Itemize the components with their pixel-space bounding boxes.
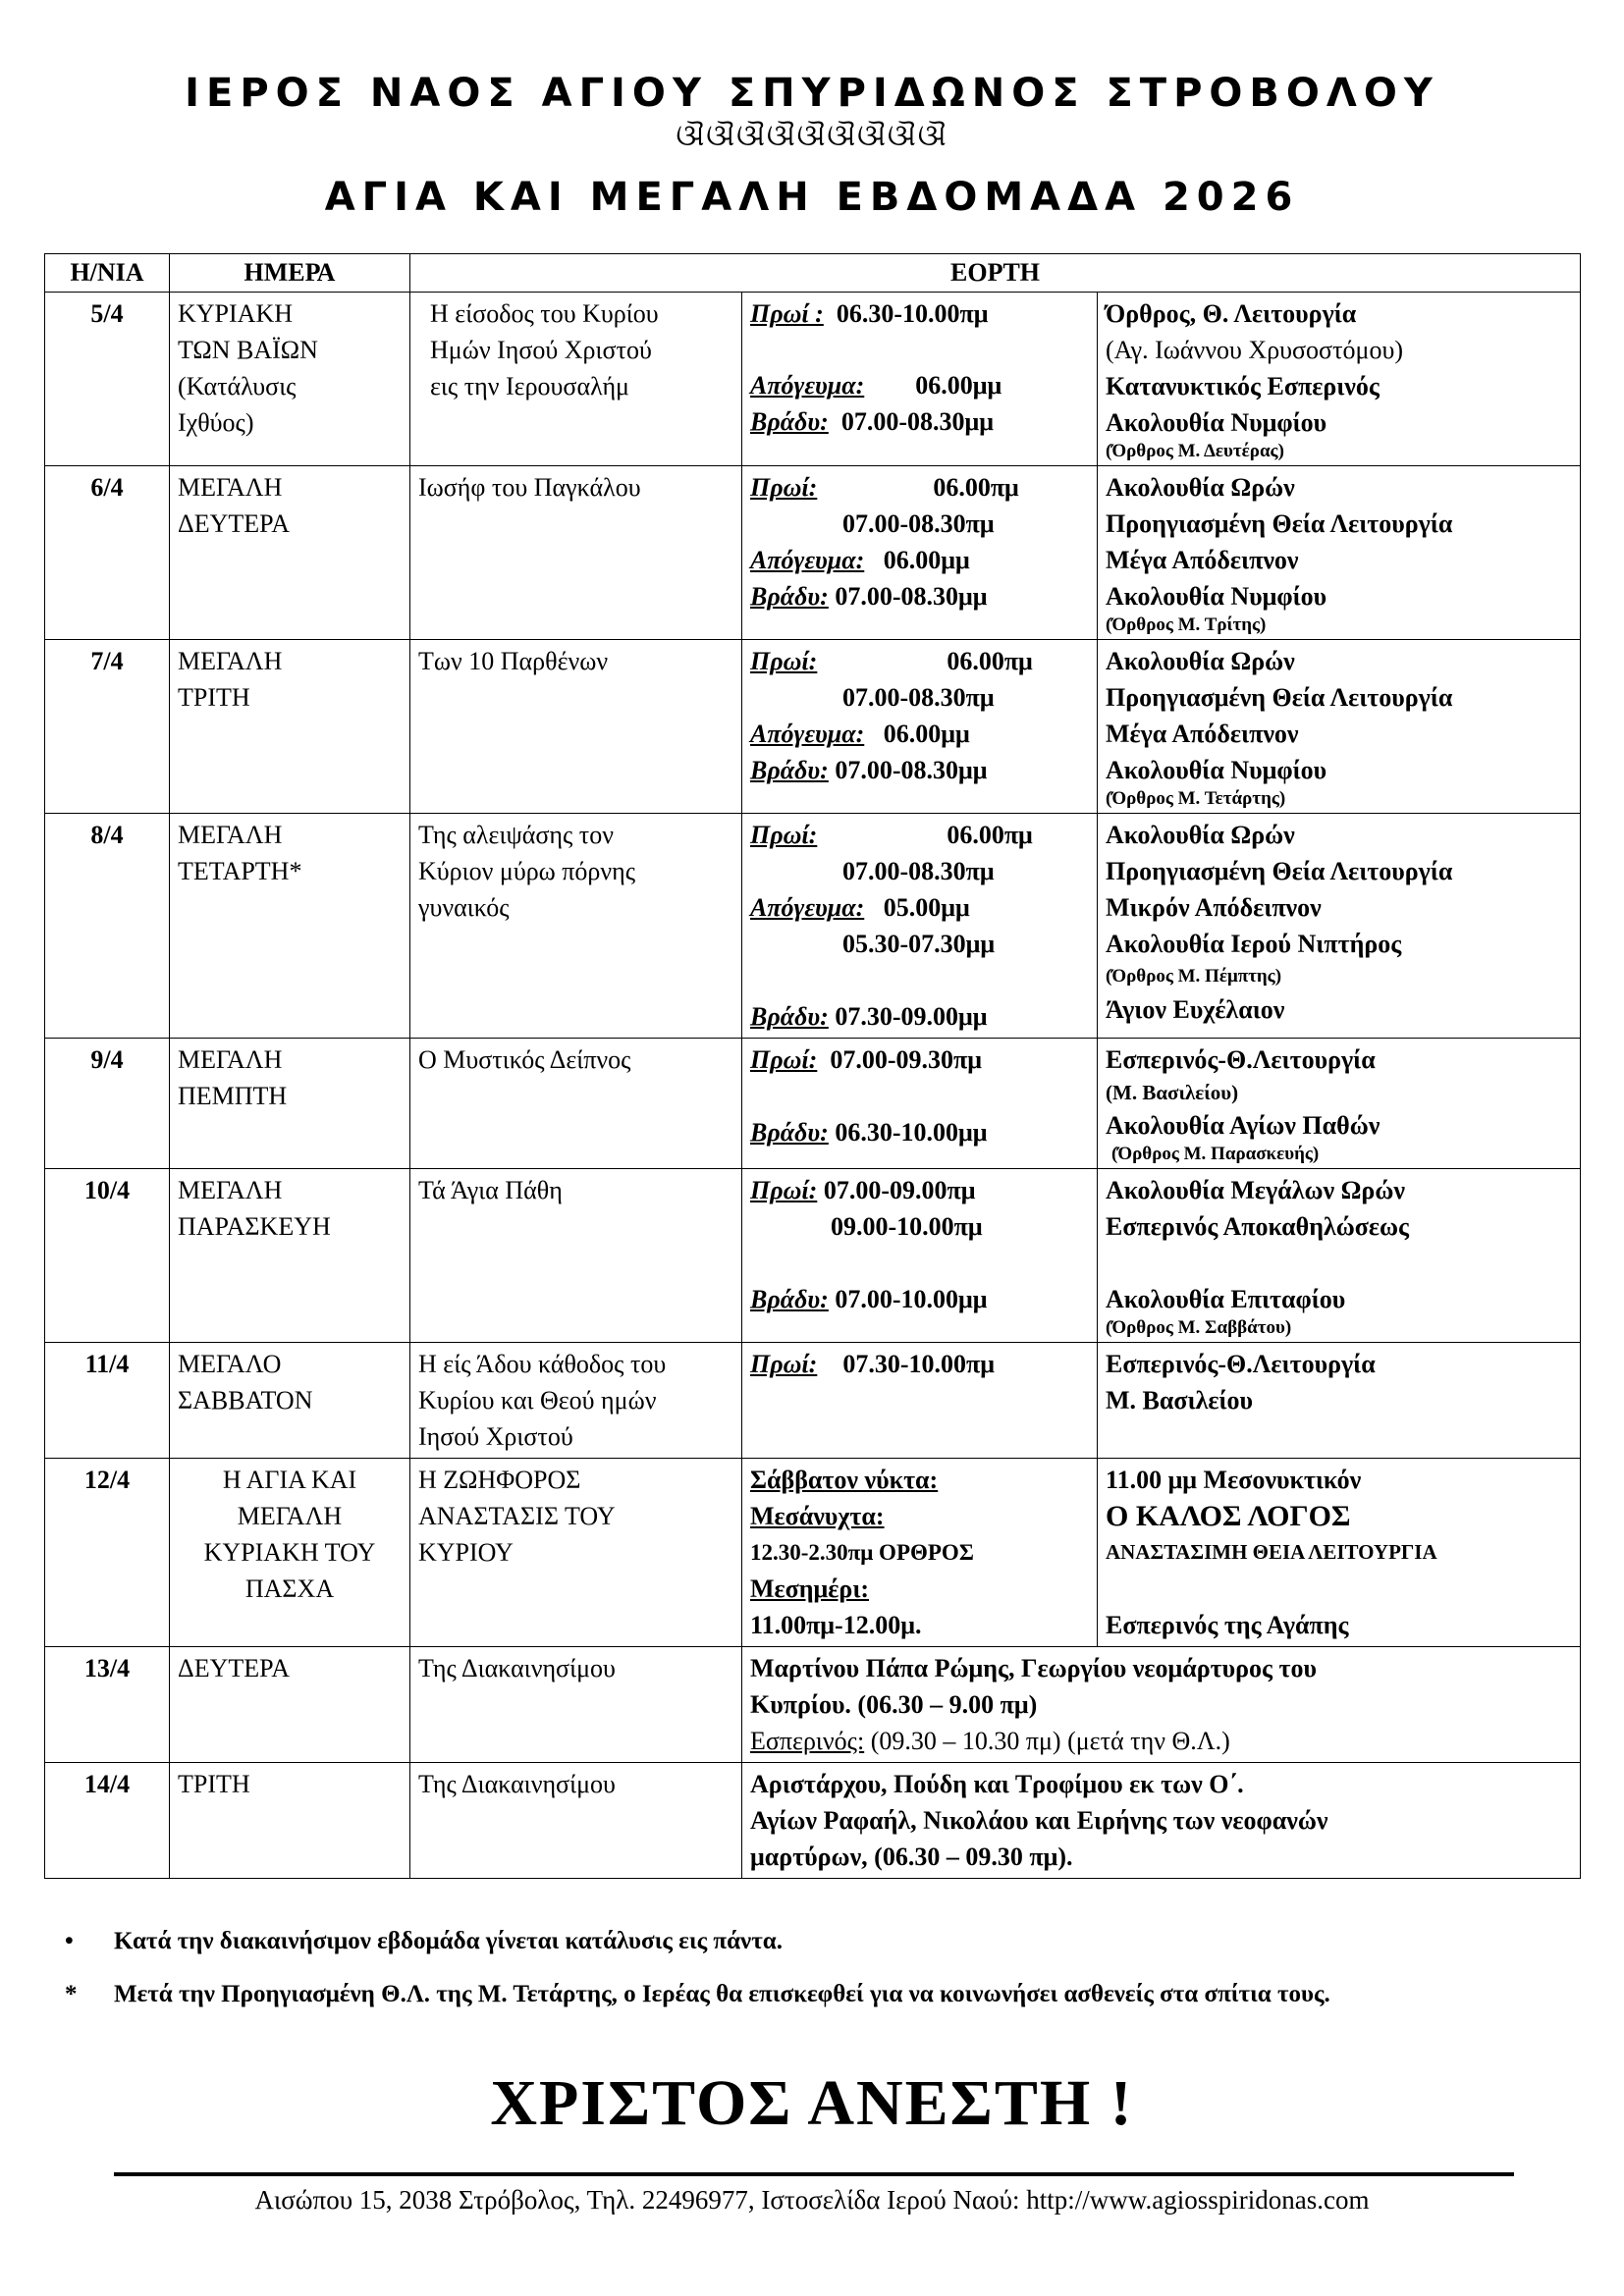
footer-contact: Αισώπου 15, 2038 Στρόβολος, Τηλ. 22496977, Ιστοσελίδα Ιερού Ναού: http://www.agiosspiridonas.com [254, 2185, 1370, 2215]
feast-cell [410, 1459, 742, 1647]
day-line: ΠΑΣΧΑ [244, 1575, 335, 1603]
day-line: ΜΕΓΑΛΗ [178, 647, 283, 675]
service-list [1098, 466, 1581, 640]
table-row [45, 1343, 1581, 1459]
day-cell [170, 293, 410, 466]
feast-line: Η είς Άδου κάθοδος του [418, 1350, 667, 1378]
column-header-feast: ΕΟΡΤΗ [410, 254, 1581, 293]
bullet-marker: • [65, 1928, 74, 1954]
session-time: 07.00-09.00πμ [823, 1176, 976, 1204]
service-list [1098, 1039, 1581, 1169]
session-time: 07.00-09.30πμ [830, 1045, 982, 1074]
session-label: Απόγευμα: [750, 546, 865, 574]
note-text: Κατά την διακαινήσιμον εβδομάδα γίνεται κατάλυσις εις πάντα. [114, 1928, 783, 1954]
session-time: 06.00μμ [883, 546, 970, 574]
service-name: Ακολουθία Αγίων Παθών [1106, 1111, 1380, 1140]
feast-line: Ο Μυστικός Δείπνος [418, 1045, 631, 1074]
table-row [45, 1169, 1581, 1343]
description-line: Μαρτίνου Πάπα Ρώμης, Γεωργίου νεομάρτυρος του [750, 1654, 1317, 1682]
session-time: 06.00πμ [947, 647, 1033, 675]
table-row [45, 293, 1581, 466]
feast-line: Η είσοδος του Κυρίου [430, 299, 659, 328]
session-times [742, 1169, 1098, 1343]
session-times [742, 814, 1098, 1039]
session-label: Πρωί: [750, 647, 818, 675]
session-label: Βράδυ: [750, 1002, 829, 1031]
feast-line: ΑΝΑΣΤΑΣΙΣ ΤΟΥ [418, 1502, 616, 1530]
service-name: Μ. Βασιλείου [1106, 1386, 1254, 1415]
session-time: 06.00μμ [883, 720, 970, 748]
session-label: Πρωί: [750, 821, 818, 849]
description-line: Αριστάρχου, Πούδη και Τροφίμου εκ των Ο΄. [750, 1770, 1244, 1798]
session-time: 06.30-10.00μμ [835, 1118, 988, 1147]
service-name: Ακολουθία Μεγάλων Ωρών [1106, 1176, 1405, 1204]
day-line: ΤΩΝ ΒΑΪΩΝ [178, 336, 318, 364]
service-name: Ακολουθία Ωρών [1106, 821, 1295, 849]
table-row [45, 640, 1581, 814]
feast-line: εις την Ιερουσαλήμ [430, 372, 629, 400]
service-note: (Όρθρος Μ. Δευτέρας) [1106, 441, 1284, 461]
date-cell: 13/4 [45, 1647, 170, 1763]
table-row [45, 466, 1581, 640]
service-name: Άγιον Ευχέλαιον [1106, 995, 1285, 1024]
session-time: 07.30-10.00πμ [842, 1350, 995, 1378]
session-label: Πρωί: [750, 1176, 818, 1204]
day-cell [170, 1343, 410, 1459]
feast-line: Της Διακαινησίμου [418, 1654, 616, 1682]
feast-line: Κυρίου και Θεού ημών [418, 1386, 657, 1415]
date-cell: 12/4 [45, 1459, 170, 1647]
session-time: 06.00πμ [933, 473, 1019, 502]
day-line: ΜΕΓΑΛΗ [237, 1502, 343, 1530]
day-line: ΔΕΥΤΕΡΑ [178, 1654, 291, 1682]
day-line: ΔΕΥΤΕΡΑ [178, 509, 291, 538]
note-text: Μετά την Προηγιασμένη Θ.Λ. της Μ. Τετάρτης, ο Ιερέας θα επισκεφθεί για να κοινωνήσει ασθενείς στα σπίτια τους. [114, 1981, 1330, 2007]
table-header-row [45, 254, 1581, 293]
session-label: Πρωί: [750, 1045, 818, 1074]
asterisk-marker: * [65, 1981, 78, 2007]
session-time: 05.00μμ [883, 893, 970, 922]
date-cell: 11/4 [45, 1343, 170, 1459]
session-times [742, 1343, 1098, 1459]
day-line: ΚΥΡΙΑΚΗ ΤΟΥ [203, 1538, 376, 1567]
note-sick-visits [65, 1977, 1538, 2012]
service-name: Προηγιασμένη Θεία Λειτουργία [1106, 683, 1453, 712]
service-list [1098, 640, 1581, 814]
day-line: (Κατάλυσις [178, 372, 297, 400]
feast-line: Ιωσήφ του Παγκάλου [418, 473, 641, 502]
service-name: Ακολουθία Νυμφίου [1106, 408, 1327, 437]
day-cell [170, 640, 410, 814]
service-list [1098, 293, 1581, 466]
service-note: (Όρθρος Μ. Πέμπτης) [1106, 966, 1282, 987]
session-label: Σάββατον νύκτα: [750, 1466, 939, 1494]
session-label: Απόγευμα: [750, 893, 865, 922]
service-name: Ακολουθία Ωρών [1106, 473, 1295, 502]
feast-description [742, 1763, 1581, 1879]
session-label: Πρωί: [750, 473, 818, 502]
schedule-table [44, 253, 1581, 1879]
day-line: ΠΕΜΠΤΗ [178, 1082, 288, 1110]
feast-line: Ιησού Χριστού [418, 1422, 573, 1451]
service-name: Ακολουθία Νυμφίου [1106, 582, 1327, 611]
session-label: Βράδυ: [750, 756, 829, 784]
session-time: 06.30-10.00πμ [836, 299, 989, 328]
session-time: 07.00-08.30μμ [840, 407, 994, 436]
date-cell: 8/4 [45, 814, 170, 1039]
session-time: 07.00-08.30μμ [835, 582, 988, 611]
session-label: Βράδυ: [750, 1285, 829, 1313]
service-list [1098, 814, 1581, 1039]
service-name: Κατανυκτικός Εσπερινός [1106, 372, 1380, 400]
ornament-divider: ଔଔଔଔଔଔଔଔଔ [676, 120, 948, 152]
day-line: ΜΕΓΑΛΗ [178, 821, 283, 849]
session-time: 07.00-08.30μμ [835, 756, 988, 784]
day-line: ΤΕΤΑΡΤΗ* [178, 857, 302, 885]
feast-line: Η ΖΩΗΦΟΡΟΣ [418, 1466, 581, 1494]
service-name: Μέγα Απόδειπνον [1106, 546, 1299, 574]
notes [65, 1924, 1538, 2030]
feast-line: γυναικός [418, 893, 510, 922]
service-name: Ο ΚΑΛΟΣ ΛΟΓΟΣ [1106, 1500, 1351, 1532]
day-line: ΤΡΙΤΗ [178, 683, 250, 712]
day-line: ΚΥΡΙΑΚΗ [178, 299, 293, 328]
session-times [742, 640, 1098, 814]
service-note: (Όρθρος Μ. Τρίτης) [1106, 614, 1267, 635]
session-time: 07.00-08.30πμ [842, 683, 995, 712]
feast-cell [410, 1039, 742, 1169]
feast-line: Τά Άγια Πάθη [418, 1176, 563, 1204]
session-time: 11.00πμ-12.00μ. [750, 1611, 922, 1639]
feast-line: Της Διακαινησίμου [418, 1770, 616, 1798]
day-cell [170, 814, 410, 1039]
date-cell: 10/4 [45, 1169, 170, 1343]
session-label: Βράδυ: [750, 582, 829, 611]
session-time: 12.30-2.30πμ ΟΡΘΡΟΣ [750, 1540, 974, 1565]
day-cell [170, 466, 410, 640]
day-cell [170, 1039, 410, 1169]
session-label: Απόγευμα: [750, 720, 865, 748]
service-list [1098, 1169, 1581, 1343]
service-name: Εσπερινός Αποκαθηλώσεως [1106, 1212, 1410, 1241]
service-name: Όρθρος, Θ. Λειτουργία [1106, 299, 1357, 328]
service-name: ΑΝΑΣΤΑΣΙΜΗ ΘΕΙΑ ΛΕΙΤΟΥΡΓΙΑ [1106, 1540, 1437, 1564]
holy-week-title: ΑΓΙΑ ΚΑΙ ΜΕΓΑΛΗ ΕΒΔΟΜΑΔΑ 2026 [324, 175, 1300, 220]
day-cell [170, 1647, 410, 1763]
session-time: 07.00-08.30πμ [842, 857, 995, 885]
description-line: μαρτύρων, (06.30 – 09.30 πμ). [750, 1842, 1073, 1871]
column-header-date: Η/ΝΙΑ [45, 254, 170, 293]
date-cell: 7/4 [45, 640, 170, 814]
note-fasting [65, 1924, 1538, 1959]
feast-cell [410, 1169, 742, 1343]
session-label: Μεσάνυχτα: [750, 1502, 885, 1530]
day-cell [170, 1763, 410, 1879]
feast-cell [410, 1763, 742, 1879]
feast-line: Ημών Ιησού Χριστού [430, 336, 652, 364]
session-time: 06.00πμ [947, 821, 1033, 849]
service-name: Προηγιασμένη Θεία Λειτουργία [1106, 857, 1453, 885]
service-note: (Όρθρος Μ. Τετάρτης) [1106, 788, 1286, 809]
service-name: Εσπερινός της Αγάπης [1106, 1611, 1349, 1639]
day-line: ΜΕΓΑΛΗ [178, 1045, 283, 1074]
church-title: ΙΕΡΟΣ ΝΑΟΣ ΑΓΙΟΥ ΣΠΥΡΙΔΩΝΟΣ ΣΤΡΟΒΟΛΟΥ [185, 71, 1439, 116]
table-row [45, 1763, 1581, 1879]
session-label: Πρωί : [750, 299, 824, 328]
day-line: ΜΕΓΑΛΟ [178, 1350, 282, 1378]
service-list [1098, 1343, 1581, 1459]
session-times [742, 1459, 1098, 1647]
service-name: Μέγα Απόδειπνον [1106, 720, 1299, 748]
service-name: Μικρόν Απόδειπνον [1106, 893, 1322, 922]
feast-cell [410, 814, 742, 1039]
session-label: Βράδυ: [750, 1118, 829, 1147]
day-line: ΜΕΓΑΛΗ [178, 1176, 283, 1204]
day-line: Ιχθύος) [178, 408, 254, 437]
session-time: 05.30-07.30μμ [842, 930, 996, 958]
day-line: ΜΕΓΑΛΗ [178, 473, 283, 502]
day-line: ΣΑΒΒΑΤΟΝ [178, 1386, 313, 1415]
service-name: Ακολουθία Ιερού Νιπτήρος [1106, 930, 1402, 958]
service-note: (Μ. Βασιλείου) [1106, 1081, 1239, 1104]
table-row [45, 1459, 1581, 1647]
table-row [45, 1647, 1581, 1763]
session-times [742, 466, 1098, 640]
session-time: 07.30-09.00μμ [835, 1002, 988, 1031]
service-name: Εσπερινός-Θ.Λειτουργία [1106, 1350, 1376, 1378]
service-name: 11.00 μμ Μεσονυκτικόν [1106, 1466, 1362, 1494]
column-header-day: ΗΜΕΡΑ [170, 254, 410, 293]
feast-line: Της αλειψάσης τον [418, 821, 614, 849]
feast-cell [410, 1647, 742, 1763]
vespers-time: (09.30 – 10.30 πμ) (μετά την Θ.Λ.) [864, 1727, 1230, 1755]
service-list [1098, 1459, 1581, 1647]
service-name: Ακολουθία Επιταφίου [1106, 1285, 1346, 1313]
service-name: Εσπερινός-Θ.Λειτουργία [1106, 1045, 1376, 1074]
session-time: 06.00μμ [915, 371, 1002, 400]
day-line: ΤΡΙΤΗ [178, 1770, 250, 1798]
day-cell [170, 1169, 410, 1343]
table-row [45, 814, 1581, 1039]
day-line: ΠΑΡΑΣΚΕΥΗ [178, 1212, 331, 1241]
session-time: 07.00-08.30πμ [842, 509, 995, 538]
feast-line: Των 10 Παρθένων [418, 647, 609, 675]
date-cell: 14/4 [45, 1763, 170, 1879]
feast-cell [410, 466, 742, 640]
footer-divider [114, 2172, 1514, 2176]
service-note: (Αγ. Ιωάννου Χρυσοστόμου) [1106, 336, 1403, 364]
session-times [742, 293, 1098, 466]
feast-cell [410, 1343, 742, 1459]
session-label: Μεσημέρι: [750, 1575, 870, 1603]
table-row [45, 1039, 1581, 1169]
day-line: Η ΑΓΙΑ ΚΑΙ [222, 1466, 357, 1494]
feast-line: Κύριον μύρω πόρνης [418, 857, 636, 885]
session-times [742, 1039, 1098, 1169]
feast-line: ΚΥΡΙΟΥ [418, 1538, 514, 1567]
date-cell: 5/4 [45, 293, 170, 466]
date-cell: 6/4 [45, 466, 170, 640]
service-note: (Όρθρος Μ. Σαββάτου) [1106, 1317, 1292, 1338]
vespers-label: Εσπερινός: [750, 1727, 865, 1755]
session-time: 07.00-10.00μμ [835, 1285, 988, 1313]
feast-cell [410, 293, 742, 466]
day-cell [170, 1459, 410, 1647]
session-label: Απόγευμα: [750, 371, 865, 400]
service-name: Προηγιασμένη Θεία Λειτουργία [1106, 509, 1453, 538]
session-label: Βράδυ: [750, 407, 829, 436]
session-label: Πρωί: [750, 1350, 818, 1378]
christ-is-risen-heading: ΧΡΙΣΤΟΣ ΑΝΕΣΤΗ ! [490, 2067, 1134, 2139]
service-name: Ακολουθία Ωρών [1106, 647, 1295, 675]
service-note: (Όρθρος Μ. Παρασκευής) [1111, 1144, 1320, 1164]
date-cell: 9/4 [45, 1039, 170, 1169]
feast-cell [410, 640, 742, 814]
feast-description [742, 1647, 1581, 1763]
service-name: Ακολουθία Νυμφίου [1106, 756, 1327, 784]
description-line: Κυπρίου. (06.30 – 9.00 πμ) [750, 1690, 1038, 1719]
session-time: 09.00-10.00πμ [831, 1212, 983, 1241]
description-line: Αγίων Ραφαήλ, Νικολάου και Ειρήνης των νεοφανών [750, 1806, 1328, 1835]
